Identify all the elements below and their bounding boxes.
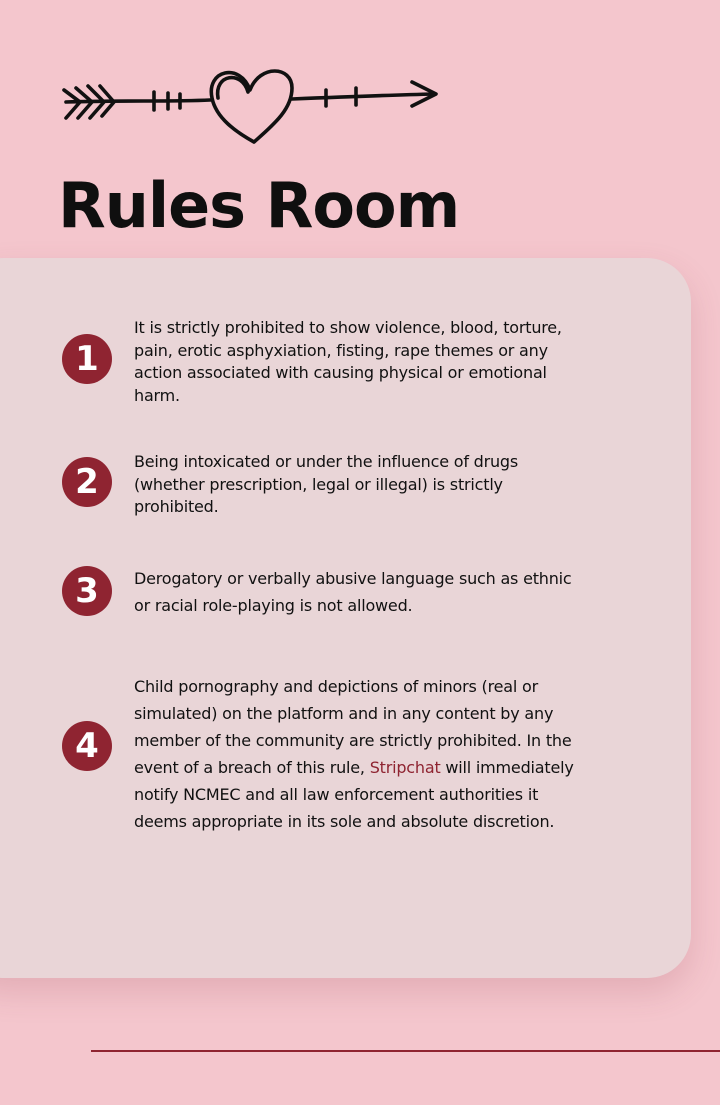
rule-text: It is strictly prohibited to show violence, blood, torture, pain, erotic asphyxiation, fisting, rape themes or any action associated with causing physical or emotional harm. [134,318,562,405]
rule-text: Being intoxicated or under the influence of drugs (whether prescription, legal or illegal) is strictly prohibited. [134,452,519,516]
rule-text-part: will immediately notify NCMEC and all law enforcement authorities it deems appropriate in its sole and absolute discretion. [134,758,574,831]
footer-divider [91,1050,720,1052]
heart-arrow-icon [60,62,445,148]
page-title: Rules Room [58,169,460,242]
rule-text: Derogatory or verbally abusive language such as ethnic or racial role-playing is not allowed. [134,569,572,615]
rule-number-badge: 1 [62,334,112,384]
rule-number-badge: 3 [62,566,112,616]
brand-name: Stripchat [369,758,441,777]
rule-number-badge: 4 [62,721,112,771]
rule-text-part: Child pornography and depictions of minors (real or simulated) on the platform and in any content by any member of the community are strictly prohibited. In the event of a breach of this rule, [134,677,572,777]
rule-number-badge: 2 [62,457,112,507]
rule-text [134,673,574,835]
